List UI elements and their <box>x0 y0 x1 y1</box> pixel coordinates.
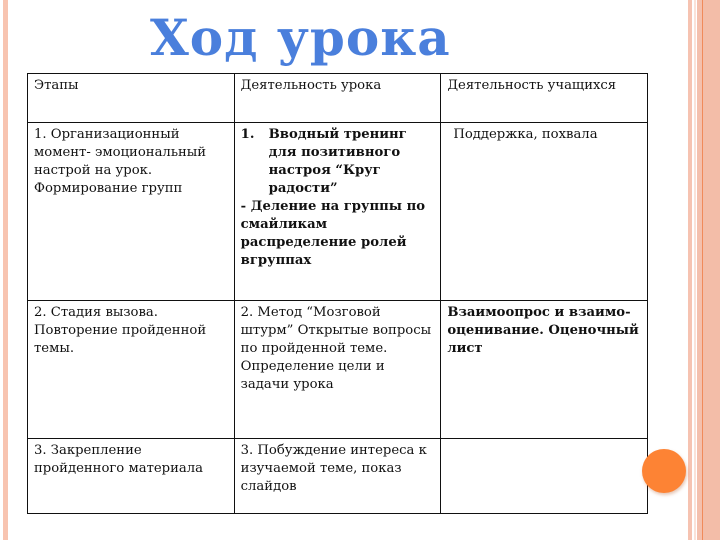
right-decorative-stripe <box>688 0 692 540</box>
dash-item: - Деление на группы по смайликам распределение ролей вгруппах <box>240 199 426 268</box>
cell-stage: 3. Закрепление пройденного материала <box>28 439 235 514</box>
right-decorative-stripe <box>694 0 696 540</box>
table-header-row <box>28 74 648 123</box>
right-decorative-stripe <box>703 0 720 540</box>
slide-title: Ход урока <box>150 8 451 67</box>
cell-stage: 1. Организационный момент- эмоциональный настрой на урок. Формирование групп <box>28 123 235 301</box>
header-stages: Этапы <box>28 74 235 123</box>
left-decorative-stripe <box>3 0 8 540</box>
header-student-activity: Деятельность учащихся <box>441 74 648 123</box>
table-row <box>28 301 648 439</box>
item-number: 1. <box>240 127 255 142</box>
cell-student-activity: Взаимоопрос и взаимо-оценивание. Оценочный лист <box>441 301 648 439</box>
table-row <box>28 123 648 301</box>
item-text: Вводный тренинг для позитивного настроя “Круг радости” <box>268 127 407 196</box>
cell-student-activity <box>441 439 648 514</box>
cell-lesson-activity: 2. Метод “Мозговой штурм” Открытые вопросы по пройденной теме. Определение цели и задачи урока <box>234 301 441 439</box>
student-activity-text: Поддержка, похвала <box>453 127 598 142</box>
cell-lesson-activity <box>234 123 441 301</box>
table-row <box>28 439 648 514</box>
cell-student-activity <box>441 123 648 301</box>
cell-lesson-activity: 3. Побуждение интереса к изучаемой теме, показ слайдов <box>234 439 441 514</box>
header-lesson-activity: Деятельность урока <box>234 74 441 123</box>
cell-stage: 2. Стадия вызова. Повторение пройденной темы. <box>28 301 235 439</box>
lesson-plan-table <box>27 73 648 514</box>
decorative-circle-icon <box>642 449 686 493</box>
numbered-item <box>241 126 436 198</box>
